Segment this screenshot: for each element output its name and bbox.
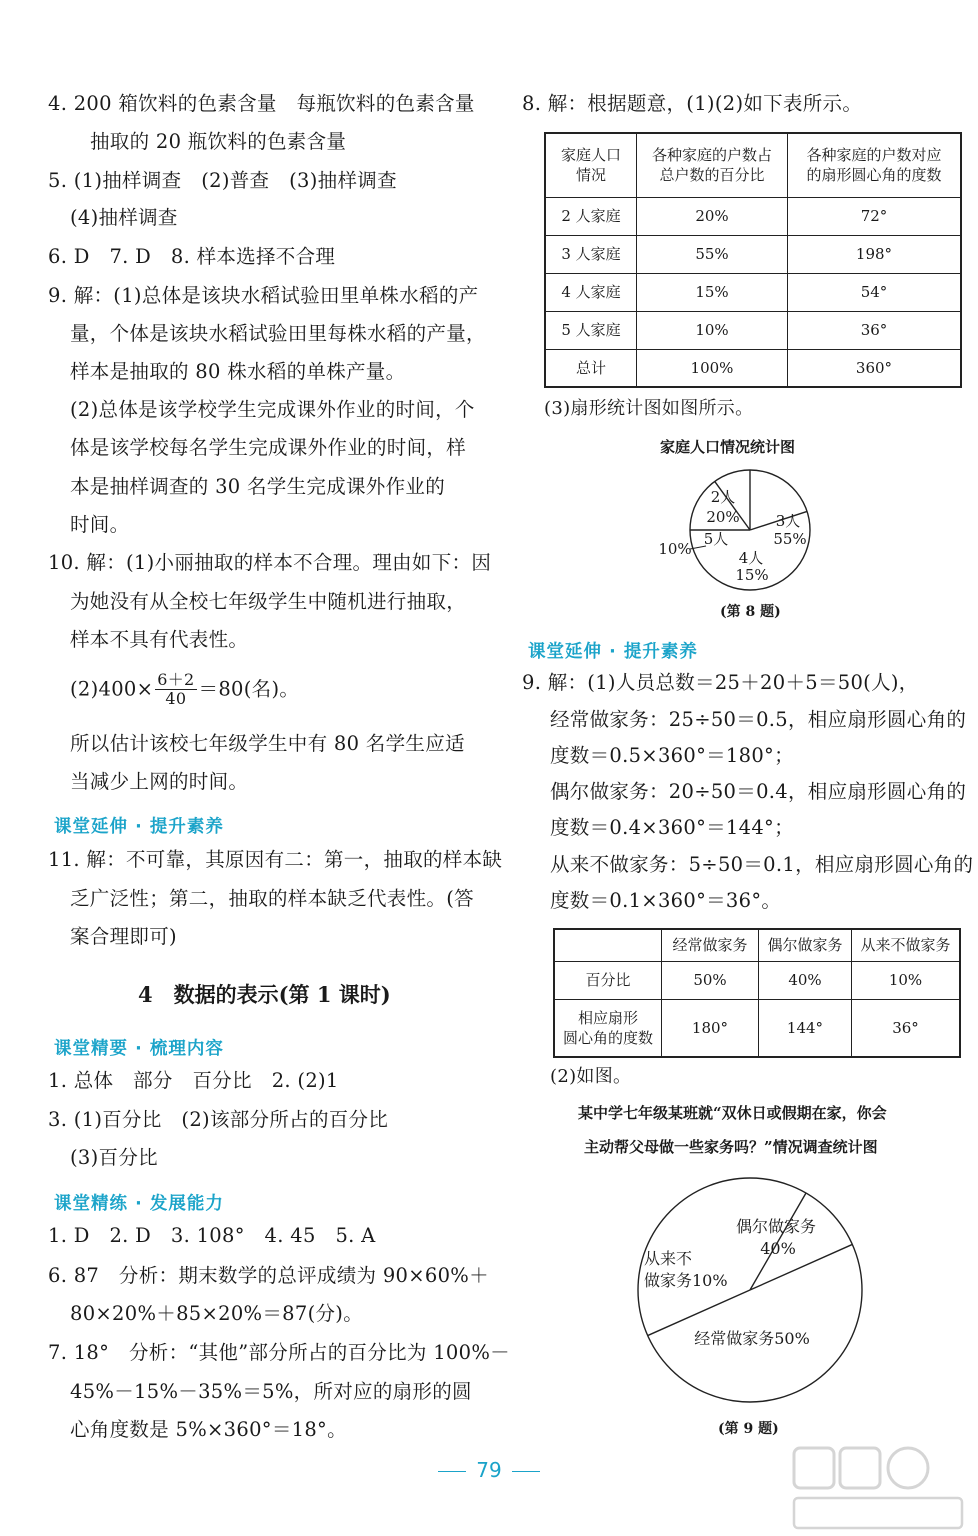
table-cell: 5 人家庭 <box>545 311 637 349</box>
table-header-cell: 经常做家务 <box>662 929 759 961</box>
table-cell: 4 人家庭 <box>545 273 637 311</box>
answer-5-line-1: 5. (1)抽样调查 (2)普查 (3)抽样调查 <box>48 169 397 192</box>
answer-6-8: 6. D 7. D 8. 样本选择不合理 <box>48 245 336 268</box>
pie-slice-label: 3人 <box>775 512 801 530</box>
answer-10-formula-prefix: (2)400× <box>70 677 154 701</box>
review-1-2: 1. 总体 部分 百分比 2. (2)1 <box>48 1069 339 1092</box>
housework-table <box>553 928 961 1058</box>
answer-9r-line-2: 经常做家务：25÷50＝0.5，相应扇形圆心角的 <box>550 708 967 731</box>
page-dash-right <box>512 1471 540 1472</box>
answer-9-line-1: 9. 解：(1)总体是该块水稻试验田里单株水稻的产 <box>48 284 479 307</box>
table-cell: 40% <box>759 961 852 999</box>
table-cell: 10% <box>637 311 788 349</box>
table-cell: 50% <box>662 961 759 999</box>
table-cell: 36° <box>852 999 961 1057</box>
pie-slice-label: 做家务10% <box>644 1271 728 1290</box>
table-row <box>545 273 961 311</box>
table-header-cell: 家庭人口 情况 <box>545 133 637 197</box>
table-header-cell: 各种家庭的户数占 总户数的百分比 <box>637 133 788 197</box>
table-header-row <box>554 929 960 961</box>
section-review: 课堂精要 · 梳理内容 <box>54 1039 224 1059</box>
answer-9-line-5: 体是该学校每名学生完成课外作业的时间，样 <box>70 436 467 459</box>
table-cell: 总计 <box>545 349 637 387</box>
answer-11-line-1: 11. 解：不可靠，其原因有二：第一，抽取的样本缺 <box>48 848 503 871</box>
answer-8-part-3: (3)扇形统计图如图所示。 <box>544 398 754 419</box>
practice-6-line-1: 6. 87 分析：期末数学的总评成绩为 90×60%＋ <box>48 1264 489 1287</box>
section-extend-right: 课堂延伸 · 提升素养 <box>528 642 698 662</box>
table-cell: 198° <box>788 235 962 273</box>
household-table <box>544 132 962 388</box>
table-row <box>545 197 961 235</box>
answer-9r-part-2: (2)如图。 <box>550 1066 632 1087</box>
chart2-caption: (第 9 题) <box>718 1421 779 1437</box>
table-header-cell <box>554 929 662 961</box>
table-header-cell: 从来不做家务 <box>852 929 961 961</box>
answer-9-line-3: 样本是抽取的 80 株水稻的单株产量。 <box>70 360 406 383</box>
table-cell: 36° <box>788 311 962 349</box>
table-cell: 2 人家庭 <box>545 197 637 235</box>
section-practice: 课堂精练 · 发展能力 <box>54 1194 224 1214</box>
answer-9r-line-1: 9. 解：(1)人员总数＝25＋20＋5＝50(人)， <box>522 671 919 694</box>
practice-7-line-1: 7. 18° 分析：“其他”部分所占的百分比为 100%－ <box>48 1341 510 1364</box>
pie-slice-value: 10% <box>658 540 692 558</box>
housework-pie-chart <box>636 1172 864 1416</box>
table-header-row <box>545 133 961 197</box>
table-row <box>554 999 960 1057</box>
table-row <box>554 961 960 999</box>
pie-slice-label: 2人 <box>710 488 736 506</box>
fraction-numerator: 6＋2 <box>157 670 195 689</box>
pie-slice-label: 从来不 <box>644 1249 693 1268</box>
chart1-caption: (第 8 题) <box>720 604 781 620</box>
pie-slice-label: 经常做家务50% <box>694 1329 810 1348</box>
answer-10-line-3: 样本不具有代表性。 <box>70 628 249 651</box>
review-3-line-1: 3. (1)百分比 (2)该部分所占的百分比 <box>48 1108 389 1131</box>
section-extend-left: 课堂延伸 · 提升素养 <box>54 817 224 837</box>
fraction-denominator: 40 <box>165 689 187 709</box>
table-cell: 相应扇形 圆心角的度数 <box>554 999 662 1057</box>
table-cell: 72° <box>788 197 962 235</box>
answer-9r-line-5: 度数＝0.4×360°＝144°； <box>550 816 794 839</box>
answer-11-line-3: 案合理即可) <box>70 925 177 948</box>
answer-9-line-2: 量，个体是该块水稻试验田里每株水稻的产量， <box>70 322 486 345</box>
practice-6-line-2: 80×20%＋85×20%＝87(分)。 <box>70 1302 364 1325</box>
answer-8-intro: 8. 解：根据题意，(1)(2)如下表所示。 <box>522 92 863 115</box>
answer-9r-line-3: 度数＝0.5×360°＝180°； <box>550 744 794 767</box>
answer-9r-line-7: 度数＝0.1×360°＝36°。 <box>550 889 782 912</box>
table-cell: 百分比 <box>554 961 662 999</box>
table-header-cell: 各种家庭的户数对应 的扇形圆心角的度数 <box>788 133 962 197</box>
chart2-title-line-2: 主动帮父母做一些家务吗？”情况调查统计图 <box>584 1138 878 1156</box>
page-number-text: 79 <box>476 1458 502 1482</box>
answer-9r-line-4: 偶尔做家务：20÷50＝0.4，相应扇形圆心角的 <box>550 780 967 803</box>
answer-11-line-2: 乏广泛性；第二，抽取的样本缺乏代表性。(答 <box>70 887 474 910</box>
household-pie-chart <box>650 466 850 596</box>
pie-slice-value: 15% <box>735 566 769 584</box>
table-row <box>545 349 961 387</box>
table-header-cell: 偶尔做家务 <box>759 929 852 961</box>
practice-7-line-2: 45%－15%－35%＝5%，所对应的扇形的圆 <box>70 1380 472 1403</box>
table-cell: 360° <box>788 349 962 387</box>
pie-slice-label: 4人 <box>738 549 764 567</box>
table-cell: 20% <box>637 197 788 235</box>
pie-slice-value: 20% <box>706 508 740 526</box>
pie-slice-label: 偶尔做家务 <box>735 1217 817 1236</box>
practice-7-line-3: 心角度数是 5%×360°＝18°。 <box>70 1418 347 1441</box>
answer-4-line-1: 4. 200 箱饮料的色素含量 每瓶饮料的色素含量 <box>48 92 475 115</box>
lesson-heading: 4 数据的表示(第 1 课时) <box>138 982 391 1007</box>
answer-10-line-2: 为她没有从全校七年级学生中随机进行抽取， <box>70 590 467 613</box>
table-cell: 100% <box>637 349 788 387</box>
table-cell: 3 人家庭 <box>545 235 637 273</box>
answer-10-line-6: 当减少上网的时间。 <box>70 770 249 793</box>
pie-slice-label: 5人 <box>703 530 729 548</box>
chart2-title-line-1: 某中学七年级某班就“双休日或假期在家，你会 <box>578 1104 887 1122</box>
answer-9-line-6: 本是抽样调查的 30 名学生完成课外作业的 <box>70 475 446 498</box>
table-cell: 55% <box>637 235 788 273</box>
answer-4-line-2: 抽取的 20 瓶饮料的色素含量 <box>90 130 347 153</box>
pie-slice-value: 40% <box>760 1239 796 1258</box>
answer-10-line-1: 10. 解：(1)小丽抽取的样本不合理。理由如下：因 <box>48 551 492 574</box>
practice-1-5: 1. D 2. D 3. 108° 4. 45 5. A <box>48 1224 376 1247</box>
answer-10-formula-suffix: ＝80(名)。 <box>198 677 300 701</box>
watermark-logo <box>790 1442 970 1534</box>
table-row <box>545 311 961 349</box>
answer-9-line-7: 时间。 <box>70 513 130 536</box>
answer-10-line-5: 所以估计该校七年级学生中有 80 名学生应适 <box>70 732 465 755</box>
table-cell: 10% <box>852 961 961 999</box>
answer-9r-line-6: 从来不做家务：5÷50＝0.1，相应扇形圆心角的 <box>550 853 974 876</box>
table-row <box>545 235 961 273</box>
chart1-title: 家庭人口情况统计图 <box>660 438 796 456</box>
review-3-line-2: (3)百分比 <box>70 1146 158 1169</box>
table-cell: 144° <box>759 999 852 1057</box>
fraction <box>155 671 196 709</box>
table-cell: 15% <box>637 273 788 311</box>
answer-9-line-4: (2)总体是该学校学生完成课外作业的时间，个 <box>70 398 475 421</box>
pie-slice-value: 55% <box>773 530 807 548</box>
answer-5-line-2: (4)抽样调查 <box>70 206 178 229</box>
page-dash-left <box>438 1471 466 1472</box>
table-cell: 180° <box>662 999 759 1057</box>
table-cell: 54° <box>788 273 962 311</box>
answer-10-line-4 <box>70 671 299 709</box>
